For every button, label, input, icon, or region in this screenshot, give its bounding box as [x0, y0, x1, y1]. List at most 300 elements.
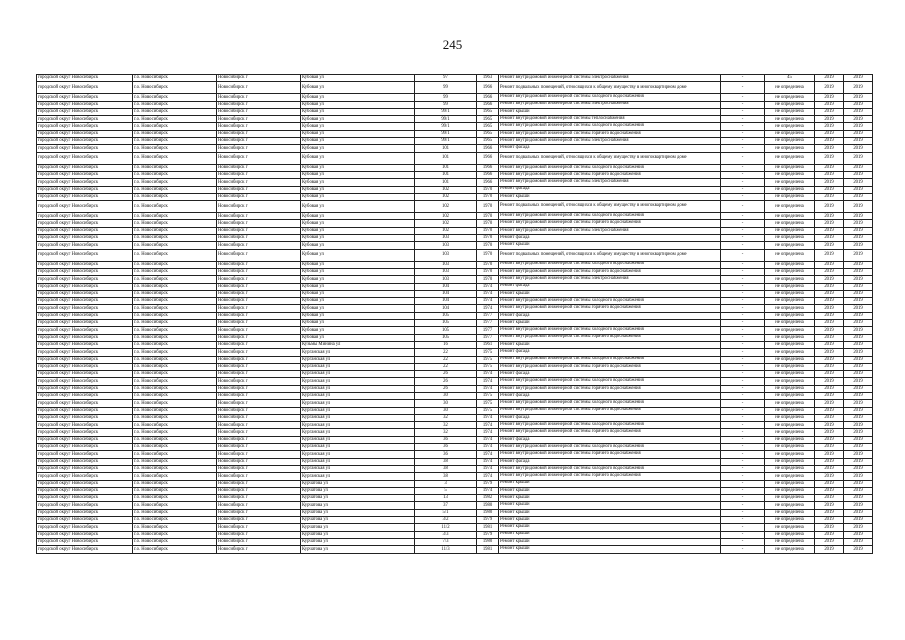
cell-cost: не определена: [765, 201, 815, 213]
cell-plan-year-end: 2019: [844, 546, 873, 553]
cell-street: Курчатова ул: [301, 517, 415, 524]
cell-build-year: 1965: [477, 138, 499, 145]
cell-house-number: 101: [415, 164, 477, 171]
cell-plan-year-start: 2019: [815, 458, 844, 465]
cell-plan-year-end: 2019: [844, 116, 873, 123]
cell-plan-year-start: 2019: [815, 130, 844, 137]
table-row: [37, 341, 873, 348]
cell-settlement: г.о. Новосибирск: [133, 436, 217, 443]
cell-locality: Новосибирск г: [217, 451, 301, 458]
cell-municipality: городской округ Новосибирск: [37, 436, 133, 443]
cell-settlement: г.о. Новосибирск: [133, 422, 217, 429]
cell-cost-flag: -: [721, 487, 765, 494]
cell-locality: Новосибирск г: [217, 517, 301, 524]
cell-cost: не определена: [765, 378, 815, 385]
cell-settlement: г.о. Новосибирск: [133, 546, 217, 553]
cell-plan-year-start: 2019: [815, 320, 844, 327]
cell-work-type: Ремонт фасада: [499, 371, 721, 378]
table-row: [37, 305, 873, 312]
cell-plan-year-start: 2019: [815, 123, 844, 130]
cell-plan-year-start: 2019: [815, 235, 844, 242]
cell-house-number: 103: [415, 268, 477, 275]
table-body: [37, 75, 873, 554]
cell-house-number: 99/1: [415, 116, 477, 123]
cell-work-type: Ремонт внутридомовой инженерной системы холодного водоснабжения: [499, 422, 721, 429]
cell-locality: Новосибирск г: [217, 164, 301, 171]
cell-plan-year-end: 2019: [844, 268, 873, 275]
cell-plan-year-start: 2019: [815, 108, 844, 115]
cell-cost: не определена: [765, 298, 815, 305]
cell-house-number: 26: [415, 378, 477, 385]
cell-house-number: 102: [415, 193, 477, 200]
cell-street: Кубовая ул: [301, 152, 415, 164]
cell-build-year: 1970: [477, 249, 499, 261]
cell-street: Кубовая ул: [301, 179, 415, 186]
table-row: [37, 249, 873, 261]
cell-build-year: 1974: [477, 378, 499, 385]
cell-municipality: городской округ Новосибирск: [37, 213, 133, 220]
cell-plan-year-start: 2019: [815, 502, 844, 509]
cell-municipality: городской округ Новосибирск: [37, 444, 133, 451]
cell-cost: не определена: [765, 193, 815, 200]
cell-work-type: Ремонт фасада: [499, 235, 721, 242]
cell-work-type: Ремонт внутридомовой инженерной системы холодного водоснабжения: [499, 261, 721, 268]
cell-plan-year-end: 2019: [844, 487, 873, 494]
cell-house-number: 37: [415, 502, 477, 509]
cell-street: Кубовая ул: [301, 171, 415, 178]
cell-cost-flag: -: [721, 363, 765, 370]
cell-cost: не определена: [765, 444, 815, 451]
table-row: [37, 444, 873, 451]
cell-municipality: городской округ Новосибирск: [37, 201, 133, 213]
cell-cost: не определена: [765, 546, 815, 553]
page-number: 245: [442, 37, 463, 52]
cell-settlement: г.о. Новосибирск: [133, 341, 217, 348]
cell-work-type: Ремонт внутридомовой инженерной системы холодного водоснабжения: [499, 298, 721, 305]
cell-cost-flag: -: [721, 436, 765, 443]
cell-municipality: городской округ Новосибирск: [37, 108, 133, 115]
cell-street: Курчатова ул: [301, 502, 415, 509]
cell-settlement: г.о. Новосибирск: [133, 349, 217, 356]
cell-settlement: г.о. Новосибирск: [133, 235, 217, 242]
cell-locality: Новосибирск г: [217, 298, 301, 305]
cell-plan-year-end: 2019: [844, 517, 873, 524]
cell-plan-year-start: 2019: [815, 213, 844, 220]
cell-plan-year-start: 2019: [815, 186, 844, 193]
cell-locality: Новосибирск г: [217, 546, 301, 553]
table-row: [37, 298, 873, 305]
cell-work-type: Ремонт внутридомовой инженерной системы холодного водоснабжения: [499, 400, 721, 407]
cell-work-type: Ремонт внутридомовой инженерной системы горячего водоснабжения: [499, 429, 721, 436]
cell-house-number: 103: [415, 249, 477, 261]
cell-work-type: Ремонт внутридомовой инженерной системы горячего водоснабжения: [499, 334, 721, 341]
cell-plan-year-start: 2019: [815, 82, 844, 94]
cell-cost: не определена: [765, 249, 815, 261]
cell-work-type: Ремонт фасада: [499, 283, 721, 290]
cell-plan-year-end: 2019: [844, 392, 873, 399]
cell-work-type: Ремонт фасада: [499, 145, 721, 152]
cell-municipality: городской округ Новосибирск: [37, 334, 133, 341]
cell-house-number: 30: [415, 407, 477, 414]
cell-house-number: 11/3: [415, 546, 477, 553]
cell-cost: не определена: [765, 400, 815, 407]
cell-plan-year-start: 2019: [815, 465, 844, 472]
cell-locality: Новосибирск г: [217, 327, 301, 334]
cell-cost: не определена: [765, 171, 815, 178]
cell-plan-year-end: 2019: [844, 108, 873, 115]
cell-cost-flag: -: [721, 334, 765, 341]
cell-work-type: Ремонт внутридомовой инженерной системы горячего водоснабжения: [499, 473, 721, 480]
cell-work-type: Ремонт внутридомовой инженерной системы горячего водоснабжения: [499, 220, 721, 227]
cell-settlement: г.о. Новосибирск: [133, 451, 217, 458]
cell-cost: не определена: [765, 276, 815, 283]
cell-street: Курчатова ул: [301, 480, 415, 487]
cell-house-number: 101: [415, 171, 477, 178]
table-row: [37, 451, 873, 458]
cell-plan-year-start: 2019: [815, 407, 844, 414]
cell-street: Курганская ул: [301, 414, 415, 421]
cell-plan-year-end: 2019: [844, 220, 873, 227]
cell-plan-year-end: 2019: [844, 378, 873, 385]
cell-house-number: 3: [415, 480, 477, 487]
cell-cost: не определена: [765, 538, 815, 545]
cell-house-number: 99/1: [415, 130, 477, 137]
cell-work-type: Ремонт крыши: [499, 502, 721, 509]
table-row: [37, 242, 873, 249]
cell-municipality: городской округ Новосибирск: [37, 509, 133, 516]
cell-build-year: 1966: [477, 145, 499, 152]
cell-settlement: г.о. Новосибирск: [133, 227, 217, 234]
cell-house-number: 36: [415, 444, 477, 451]
cell-house-number: 103: [415, 235, 477, 242]
cell-street: Кубовая ул: [301, 242, 415, 249]
cell-work-type: Ремонт фасада: [499, 186, 721, 193]
cell-house-number: 105: [415, 327, 477, 334]
cell-cost-flag: -: [721, 186, 765, 193]
cell-work-type: Ремонт внутридомовой инженерной системы горячего водоснабжения: [499, 363, 721, 370]
cell-settlement: г.о. Новосибирск: [133, 385, 217, 392]
cell-municipality: городской округ Новосибирск: [37, 220, 133, 227]
cell-plan-year-start: 2019: [815, 371, 844, 378]
cell-cost: не определена: [765, 235, 815, 242]
cell-work-type: Ремонт внутридомовой инженерной системы горячего водоснабжения: [499, 268, 721, 275]
table-row: [37, 276, 873, 283]
cell-cost: не определена: [765, 473, 815, 480]
cell-locality: Новосибирск г: [217, 145, 301, 152]
cell-street: Курганская ул: [301, 473, 415, 480]
table-row: [37, 538, 873, 545]
cell-locality: Новосибирск г: [217, 249, 301, 261]
cell-locality: Новосибирск г: [217, 320, 301, 327]
table-row: [37, 473, 873, 480]
cell-municipality: городской округ Новосибирск: [37, 400, 133, 407]
cell-work-type: Ремонт подвальных помещений, относящихся к общему имуществу в многоквартирном доме: [499, 152, 721, 164]
cell-plan-year-end: 2019: [844, 298, 873, 305]
cell-build-year: 1970: [477, 201, 499, 213]
cell-plan-year-start: 2019: [815, 400, 844, 407]
cell-work-type: Ремонт крыши: [499, 546, 721, 553]
table-row: [37, 82, 873, 94]
cell-locality: Новосибирск г: [217, 82, 301, 94]
cell-build-year: 1974: [477, 436, 499, 443]
cell-locality: Новосибирск г: [217, 94, 301, 101]
cell-cost: не определена: [765, 495, 815, 502]
cell-settlement: г.о. Новосибирск: [133, 261, 217, 268]
cell-locality: Новосибирск г: [217, 429, 301, 436]
table-row: [37, 495, 873, 502]
cell-build-year: 1974: [477, 385, 499, 392]
cell-locality: Новосибирск г: [217, 524, 301, 531]
cell-cost-flag: -: [721, 152, 765, 164]
cell-work-type: Ремонт крыши: [499, 242, 721, 249]
cell-cost-flag: -: [721, 193, 765, 200]
cell-build-year: 1970: [477, 186, 499, 193]
cell-house-number: 102: [415, 186, 477, 193]
cell-plan-year-start: 2019: [815, 298, 844, 305]
cell-street: Кузьмы Минина ул: [301, 341, 415, 348]
cell-work-type: Ремонт подвальных помещений, относящихся к общему имуществу в многоквартирном доме: [499, 249, 721, 261]
cell-settlement: г.о. Новосибирск: [133, 465, 217, 472]
cell-cost-flag: -: [721, 220, 765, 227]
cell-plan-year-start: 2019: [815, 249, 844, 261]
cell-plan-year-start: 2019: [815, 276, 844, 283]
cell-house-number: 99: [415, 101, 477, 108]
cell-cost-flag: -: [721, 480, 765, 487]
cell-cost: не определена: [765, 363, 815, 370]
cell-plan-year-end: 2019: [844, 179, 873, 186]
cell-cost: не определена: [765, 101, 815, 108]
cell-locality: Новосибирск г: [217, 268, 301, 275]
cell-street: Курганская ул: [301, 422, 415, 429]
cell-locality: Новосибирск г: [217, 75, 301, 82]
cell-work-type: Ремонт крыши: [499, 341, 721, 348]
cell-cost-flag: -: [721, 422, 765, 429]
cell-cost-flag: -: [721, 473, 765, 480]
cell-build-year: 1977: [477, 312, 499, 319]
cell-cost: не определена: [765, 451, 815, 458]
cell-cost: не определена: [765, 465, 815, 472]
table-row: [37, 524, 873, 531]
cell-street: Курчатова ул: [301, 538, 415, 545]
cell-plan-year-start: 2019: [815, 487, 844, 494]
cell-settlement: г.о. Новосибирск: [133, 444, 217, 451]
cell-settlement: г.о. Новосибирск: [133, 473, 217, 480]
cell-cost: не определена: [765, 108, 815, 115]
cell-street: Курганская ул: [301, 349, 415, 356]
cell-cost-flag: -: [721, 371, 765, 378]
cell-work-type: Ремонт внутридомовой инженерной системы горячего водоснабжения: [499, 305, 721, 312]
cell-settlement: г.о. Новосибирск: [133, 94, 217, 101]
table-row: [37, 138, 873, 145]
cell-cost: не определена: [765, 327, 815, 334]
cell-build-year: 1975: [477, 356, 499, 363]
cell-cost: не определена: [765, 82, 815, 94]
cell-house-number: 101: [415, 145, 477, 152]
cell-municipality: городской округ Новосибирск: [37, 268, 133, 275]
cell-plan-year-end: 2019: [844, 242, 873, 249]
cell-work-type: Ремонт внутридомовой инженерной системы холодного водоснабжения: [499, 356, 721, 363]
cell-plan-year-end: 2019: [844, 283, 873, 290]
cell-cost-flag: -: [721, 407, 765, 414]
cell-street: Курганская ул: [301, 400, 415, 407]
cell-house-number: 105: [415, 320, 477, 327]
cell-cost-flag: -: [721, 517, 765, 524]
table-row: [37, 320, 873, 327]
cell-house-number: 99: [415, 94, 477, 101]
cell-municipality: городской округ Новосибирск: [37, 327, 133, 334]
cell-settlement: г.о. Новосибирск: [133, 487, 217, 494]
cell-cost: не определена: [765, 179, 815, 186]
cell-cost-flag: -: [721, 123, 765, 130]
cell-municipality: городской округ Новосибирск: [37, 465, 133, 472]
cell-plan-year-start: 2019: [815, 305, 844, 312]
cell-plan-year-end: 2019: [844, 444, 873, 451]
cell-street: Курганская ул: [301, 378, 415, 385]
cell-cost-flag: -: [721, 312, 765, 319]
cell-plan-year-start: 2019: [815, 164, 844, 171]
cell-settlement: г.о. Новосибирск: [133, 531, 217, 538]
cell-locality: Новосибирск г: [217, 193, 301, 200]
cell-work-type: Ремонт внутридомовой инженерной системы холодного водоснабжения: [499, 378, 721, 385]
table-row: [37, 436, 873, 443]
table-row: [37, 130, 873, 137]
cell-plan-year-start: 2019: [815, 356, 844, 363]
cell-municipality: городской округ Новосибирск: [37, 145, 133, 152]
cell-plan-year-start: 2019: [815, 101, 844, 108]
cell-street: Курганская ул: [301, 451, 415, 458]
cell-cost-flag: -: [721, 276, 765, 283]
cell-house-number: 22: [415, 363, 477, 370]
cell-plan-year-start: 2019: [815, 349, 844, 356]
cell-house-number: 11/2: [415, 524, 477, 531]
cell-house-number: 103: [415, 276, 477, 283]
cell-cost: не определена: [765, 349, 815, 356]
cell-house-number: 32: [415, 422, 477, 429]
cell-settlement: г.о. Новосибирск: [133, 145, 217, 152]
table-row: [37, 164, 873, 171]
cell-plan-year-end: 2019: [844, 276, 873, 283]
cell-work-type: Ремонт внутридомовой инженерной системы горячего водоснабжения: [499, 385, 721, 392]
cell-cost: не определена: [765, 305, 815, 312]
cell-build-year: 1970: [477, 220, 499, 227]
cell-municipality: городской округ Новосибирск: [37, 371, 133, 378]
cell-build-year: 1965: [477, 108, 499, 115]
cell-street: Кубовая ул: [301, 220, 415, 227]
cell-house-number: 3/3: [415, 531, 477, 538]
cell-plan-year-end: 2019: [844, 538, 873, 545]
cell-work-type: Ремонт крыши: [499, 108, 721, 115]
cell-plan-year-end: 2019: [844, 123, 873, 130]
cell-settlement: г.о. Новосибирск: [133, 480, 217, 487]
cell-municipality: городской округ Новосибирск: [37, 94, 133, 101]
table-row: [37, 193, 873, 200]
cell-locality: Новосибирск г: [217, 392, 301, 399]
cell-settlement: г.о. Новосибирск: [133, 276, 217, 283]
cell-build-year: 1974: [477, 305, 499, 312]
cell-cost: не определена: [765, 220, 815, 227]
cell-street: Кубовая ул: [301, 290, 415, 297]
cell-build-year: 1977: [477, 334, 499, 341]
cell-street: Курганская ул: [301, 392, 415, 399]
cell-municipality: городской округ Новосибирск: [37, 186, 133, 193]
cell-build-year: 1974: [477, 429, 499, 436]
cell-work-type: Ремонт фасада: [499, 414, 721, 421]
cell-locality: Новосибирск г: [217, 356, 301, 363]
cell-municipality: городской округ Новосибирск: [37, 451, 133, 458]
cell-cost: не определена: [765, 341, 815, 348]
cell-house-number: 38: [415, 465, 477, 472]
cell-plan-year-start: 2019: [815, 201, 844, 213]
cell-cost-flag: -: [721, 283, 765, 290]
cell-municipality: городской округ Новосибирск: [37, 116, 133, 123]
cell-locality: Новосибирск г: [217, 341, 301, 348]
cell-house-number: 104: [415, 298, 477, 305]
table-row: [37, 363, 873, 370]
table-row: [37, 509, 873, 516]
cell-plan-year-end: 2019: [844, 145, 873, 152]
cell-municipality: городской округ Новосибирск: [37, 235, 133, 242]
cell-settlement: г.о. Новосибирск: [133, 290, 217, 297]
cell-locality: Новосибирск г: [217, 138, 301, 145]
cell-street: Кубовая ул: [301, 327, 415, 334]
table-row: [37, 327, 873, 334]
cell-settlement: г.о. Новосибирск: [133, 356, 217, 363]
table-row: [37, 227, 873, 234]
cell-plan-year-start: 2019: [815, 116, 844, 123]
cell-street: Кубовая ул: [301, 283, 415, 290]
cell-cost: не определена: [765, 509, 815, 516]
cell-settlement: г.о. Новосибирск: [133, 123, 217, 130]
cell-plan-year-end: 2019: [844, 341, 873, 348]
table-row: [37, 458, 873, 465]
cell-work-type: Ремонт внутридомовой инженерной системы электроснабжения: [499, 227, 721, 234]
cell-build-year: 1970: [477, 276, 499, 283]
cell-plan-year-end: 2019: [844, 356, 873, 363]
cell-settlement: г.о. Новосибирск: [133, 320, 217, 327]
table-row: [37, 268, 873, 275]
cell-work-type: Ремонт внутридомовой инженерной системы электроснабжения: [499, 101, 721, 108]
cell-build-year: 1966: [477, 82, 499, 94]
table-row: [37, 531, 873, 538]
cell-settlement: г.о. Новосибирск: [133, 213, 217, 220]
cell-build-year: 1970: [477, 235, 499, 242]
cell-municipality: городской округ Новосибирск: [37, 101, 133, 108]
cell-plan-year-start: 2019: [815, 414, 844, 421]
cell-plan-year-end: 2019: [844, 186, 873, 193]
cell-cost: не определена: [765, 524, 815, 531]
table-row: [37, 465, 873, 472]
cell-plan-year-start: 2019: [815, 538, 844, 545]
cell-work-type: Ремонт внутридомовой инженерной системы горячего водоснабжения: [499, 451, 721, 458]
cell-cost-flag: -: [721, 356, 765, 363]
cell-street: Кубовая ул: [301, 261, 415, 268]
cell-plan-year-start: 2019: [815, 531, 844, 538]
cell-house-number: 102: [415, 227, 477, 234]
cell-plan-year-end: 2019: [844, 473, 873, 480]
cell-build-year: 1970: [477, 213, 499, 220]
cell-house-number: 16: [415, 341, 477, 348]
cell-street: Кубовая ул: [301, 145, 415, 152]
cell-cost-flag: -: [721, 531, 765, 538]
cell-street: Курганская ул: [301, 429, 415, 436]
cell-build-year: 1980: [477, 502, 499, 509]
cell-locality: Новосибирск г: [217, 123, 301, 130]
table-row: [37, 392, 873, 399]
cell-build-year: 1974: [477, 473, 499, 480]
cell-work-type: Ремонт внутридомовой инженерной системы теплоснабжения: [499, 116, 721, 123]
cell-locality: Новосибирск г: [217, 465, 301, 472]
cell-work-type: Ремонт фасада: [499, 312, 721, 319]
